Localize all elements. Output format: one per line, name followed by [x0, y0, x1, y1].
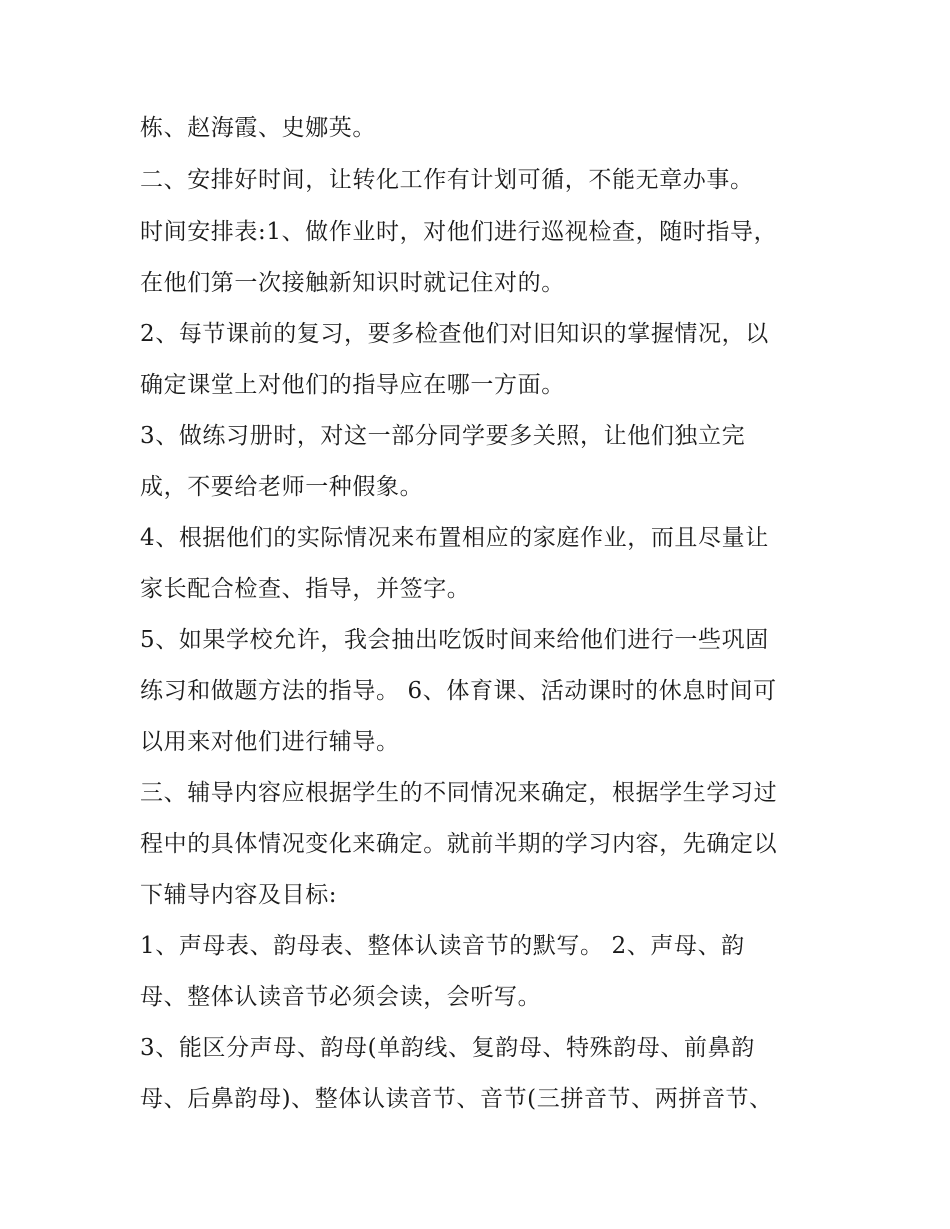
text-line: 1、声母表、韵母表、整体认读音节的默写。 2、声母、韵 — [140, 933, 745, 959]
text-line: 母、整体认读音节必须会读，会听写。 — [140, 984, 542, 1010]
text-line: 5、如果学校允许，我会抽出吃饭时间来给他们进行一些巩固 — [140, 627, 769, 653]
text-line: 母、后鼻韵母)、整体认读音节、音节(三拼音节、两拼音节、 — [140, 1086, 773, 1112]
text-line: 家长配合检查、指导，并签字。 — [140, 576, 471, 602]
text-line: 二、安排好时间，让转化工作有计划可循，不能无章办事。 — [140, 167, 754, 193]
text-line: 下辅导内容及目标: — [140, 882, 338, 908]
text-line: 栋、赵海霞、史娜英。 — [140, 115, 376, 141]
text-line: 4、根据他们的实际情况来布置相应的家庭作业，而且尽量让 — [140, 525, 769, 551]
text-line: 2、每节课前的复习，要多检查他们对旧知识的掌握情况，以 — [140, 321, 769, 347]
text-line: 在他们第一次接触新知识时就记住对的。 — [140, 270, 565, 296]
text-line: 3、做练习册时，对这一部分同学要多关照，让他们独立完 — [140, 423, 746, 449]
text-line: 时间安排表:1、做作业时，对他们进行巡视检查，随时指导， — [140, 219, 778, 245]
text-line: 3、能区分声母、韵母(单韵线、复韵母、特殊韵母、前鼻韵 — [140, 1035, 755, 1061]
text-line: 三、辅导内容应根据学生的不同情况来确定，根据学生学习过 — [140, 780, 778, 806]
text-line: 成，不要给老师一种假象。 — [140, 474, 424, 500]
text-line: 以用来对他们进行辅导。 — [140, 729, 400, 755]
text-line: 练习和做题方法的指导。 6、体育课、活动课时的休息时间可 — [140, 678, 777, 704]
text-line: 程中的具体情况变化来确定。就前半期的学习内容，先确定以 — [140, 831, 778, 857]
text-line: 确定课堂上对他们的指导应在哪一方面。 — [140, 372, 565, 398]
